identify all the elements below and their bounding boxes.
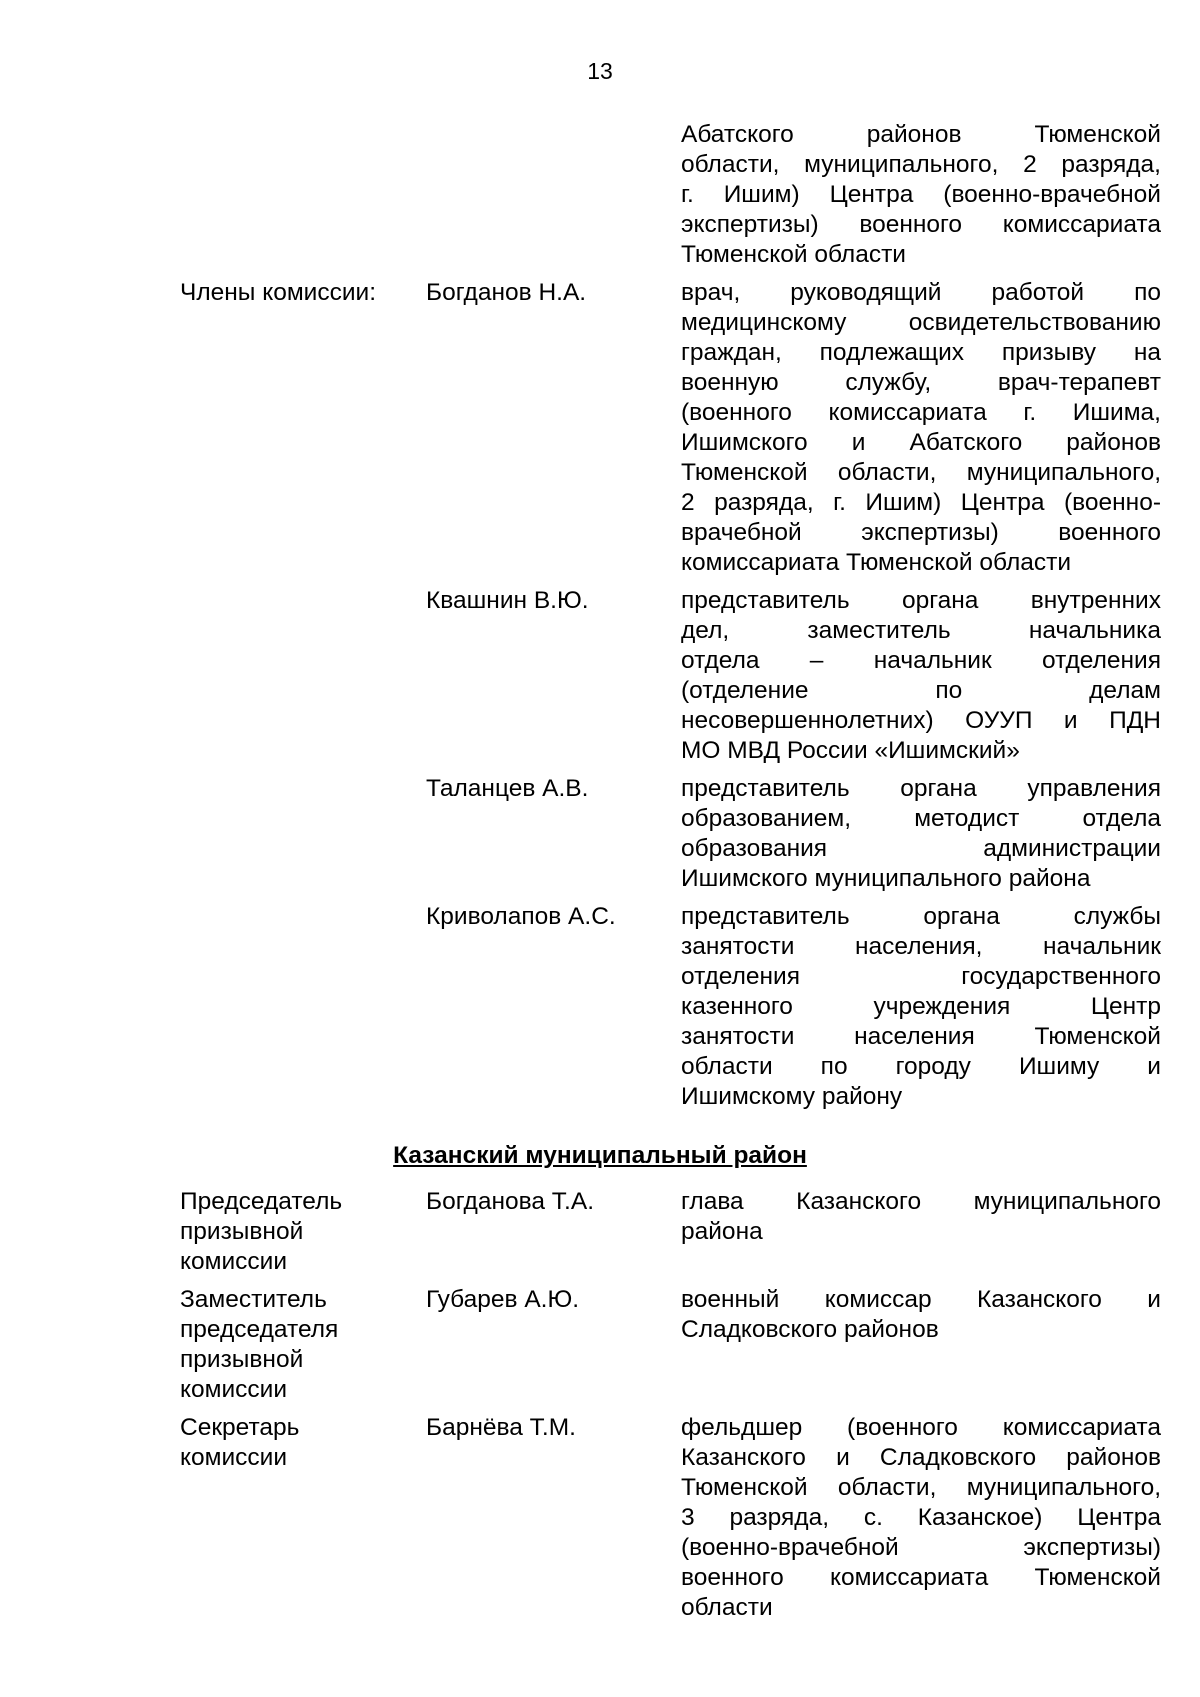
kazansky-commission-list <box>0 1187 1200 1623</box>
member-name: Барнёва Т.М. <box>426 1414 576 1441</box>
member-description <box>681 1187 1161 1247</box>
description-line: образования администрации <box>681 835 1161 862</box>
description-line: занятости населения, начальник <box>681 933 1161 960</box>
role-line: призывной <box>180 1218 304 1245</box>
description-line: казенного учреждения Центр <box>681 993 1161 1020</box>
page-number: 13 <box>587 58 613 84</box>
role-line: Председатель <box>180 1188 343 1215</box>
member-role: Члены комиссии: <box>180 279 377 306</box>
description-line: комиссариата Тюменской области <box>681 549 1072 576</box>
description-line: (военно-врачебной экспертизы) <box>681 1534 1161 1561</box>
description-line: врачебной экспертизы) военного <box>681 519 1161 546</box>
description-line: представитель органа службы <box>681 903 1161 930</box>
member-row <box>0 774 1200 894</box>
member-description <box>681 1285 1161 1345</box>
role-line: комиссии <box>180 1376 288 1403</box>
description-line: Сладковского районов <box>681 1316 939 1343</box>
description-line: дел, заместитель начальника <box>681 617 1161 644</box>
members-list <box>0 120 1200 1112</box>
member-name: Богданова Т.А. <box>426 1188 594 1215</box>
role-line: призывной <box>180 1346 304 1373</box>
description-line: отдела – начальник отделения <box>681 647 1161 674</box>
description-line: отделения государственного <box>681 963 1161 990</box>
description-line: глава Казанского муниципального <box>681 1188 1161 1215</box>
description-line: граждан, подлежащих призыву на <box>681 339 1161 366</box>
member-name: Таланцев А.В. <box>426 775 589 802</box>
member-row <box>0 1413 1200 1623</box>
member-row <box>0 1187 1200 1277</box>
description-line: медицинскому освидетельствованию <box>681 309 1161 336</box>
member-description <box>681 278 1161 578</box>
description-line: Ишимскому району <box>681 1083 903 1110</box>
member-description <box>681 586 1161 766</box>
member-row <box>0 586 1200 766</box>
description-line: Ишимского и Абатского районов <box>681 429 1161 456</box>
member-description <box>681 902 1161 1112</box>
member-role <box>180 1285 420 1405</box>
role-line: Заместитель <box>180 1286 327 1313</box>
description-line: района <box>681 1218 763 1245</box>
description-line: г. Ишим) Центра (военно-врачебной <box>681 181 1161 208</box>
description-line: Тюменской области <box>681 241 906 268</box>
description-line: занятости населения Тюменской <box>681 1023 1161 1050</box>
member-row <box>0 120 1200 270</box>
role-line: комиссии <box>180 1444 288 1471</box>
role-line: председателя <box>180 1316 339 1343</box>
role-line: Секретарь <box>180 1414 300 1441</box>
member-name: Криволапов А.С. <box>426 903 616 930</box>
member-name: Квашнин В.Ю. <box>426 587 589 614</box>
member-description <box>681 1413 1161 1623</box>
description-line: фельдшер (военного комиссариата <box>681 1414 1161 1441</box>
member-row <box>0 902 1200 1112</box>
description-line: врач, руководящий работой по <box>681 279 1161 306</box>
description-line: области, муниципального, 2 разряда, <box>681 151 1161 178</box>
description-line: образованием, методист отдела <box>681 805 1161 832</box>
role-line: комиссии <box>180 1248 288 1275</box>
description-line: несовершеннолетних) ОУУП и ПДН <box>681 707 1161 734</box>
description-line: Абатского районов Тюменской <box>681 121 1161 148</box>
member-row <box>0 1285 1200 1405</box>
member-name: Губарев А.Ю. <box>426 1286 580 1313</box>
member-role <box>180 1187 420 1277</box>
member-role <box>180 1413 420 1473</box>
member-name: Богданов Н.А. <box>426 279 587 306</box>
description-line: военного комиссариата Тюменской <box>681 1564 1161 1591</box>
description-line: Тюменской области, муниципального, <box>681 1474 1161 1501</box>
description-line: Тюменской области, муниципального, <box>681 459 1161 486</box>
description-line: экспертизы) военного комиссариата <box>681 211 1161 238</box>
description-line: МО МВД России «Ишимский» <box>681 737 1020 764</box>
section-title: Казанский муниципальный район <box>393 1142 807 1169</box>
description-line: Ишимского муниципального района <box>681 865 1091 892</box>
description-line: Казанского и Сладковского районов <box>681 1444 1161 1471</box>
description-line: области по городу Ишиму и <box>681 1053 1161 1080</box>
description-line: военный комиссар Казанского и <box>681 1286 1161 1313</box>
member-description <box>681 120 1161 270</box>
description-line: (военного комиссариата г. Ишима, <box>681 399 1161 426</box>
description-line: военную службу, врач-терапевт <box>681 369 1161 396</box>
description-line: 2 разряда, г. Ишим) Центра (военно- <box>681 489 1161 516</box>
description-line: представитель органа управления <box>681 775 1161 802</box>
member-description <box>681 774 1161 894</box>
description-line: области <box>681 1594 773 1621</box>
description-line: представитель органа внутренних <box>681 587 1161 614</box>
description-line: 3 разряда, с. Казанское) Центра <box>681 1504 1161 1531</box>
member-row <box>0 278 1200 578</box>
description-line: (отделение по делам <box>681 677 1161 704</box>
